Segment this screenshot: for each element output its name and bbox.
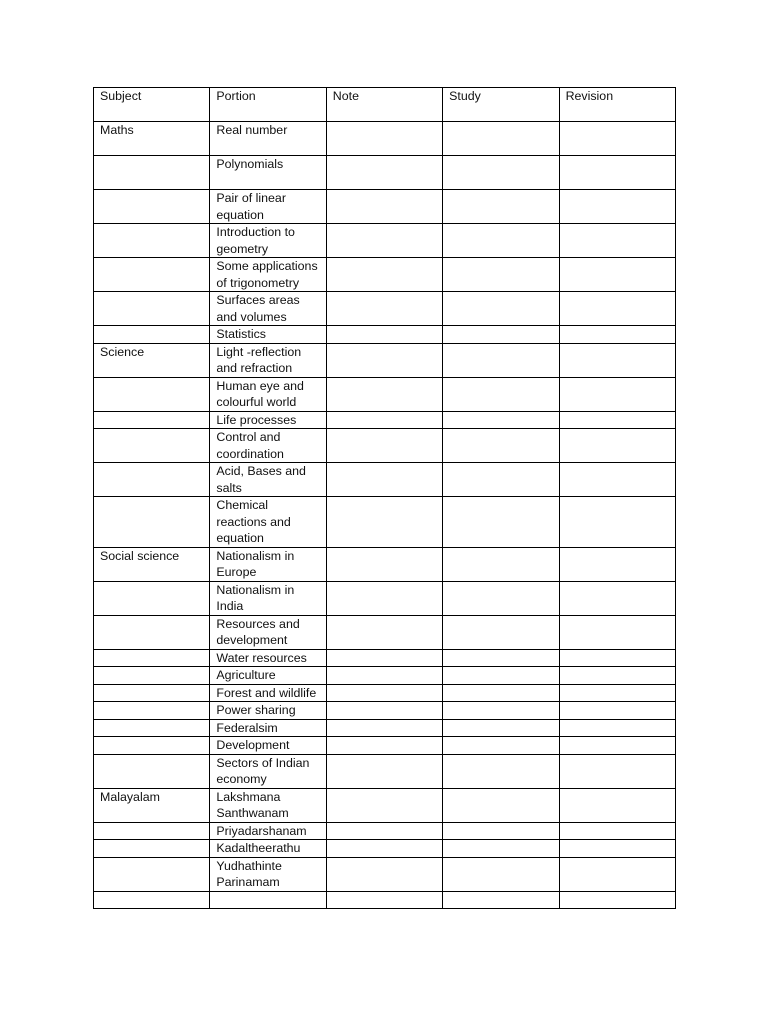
- table-row: [94, 719, 676, 737]
- study-cell: [443, 719, 559, 737]
- revision-cell: [559, 258, 675, 292]
- portion-cell: Light -reflection and refraction: [210, 343, 326, 377]
- study-cell: [443, 429, 559, 463]
- study-cell: [443, 224, 559, 258]
- note-cell: [326, 737, 442, 755]
- subject-cell: [94, 754, 210, 788]
- revision-cell: [559, 667, 675, 685]
- note-cell: [326, 292, 442, 326]
- portion-cell: [210, 891, 326, 908]
- note-cell: [326, 224, 442, 258]
- study-cell: [443, 326, 559, 344]
- revision-cell: [559, 702, 675, 720]
- note-cell: [326, 326, 442, 344]
- note-cell: [326, 429, 442, 463]
- note-cell: [326, 822, 442, 840]
- table-row: [94, 581, 676, 615]
- portion-cell: Development: [210, 737, 326, 755]
- table-row: [94, 463, 676, 497]
- table-row: [94, 547, 676, 581]
- portion-cell: Lakshmana Santhwanam: [210, 788, 326, 822]
- note-cell: [326, 788, 442, 822]
- portion-cell: Agriculture: [210, 667, 326, 685]
- portion-cell: Federalsim: [210, 719, 326, 737]
- portion-cell: Kadaltheerathu: [210, 840, 326, 858]
- table-row: [94, 122, 676, 156]
- revision-cell: [559, 224, 675, 258]
- portion-cell: Nationalism in Europe: [210, 547, 326, 581]
- note-cell: [326, 377, 442, 411]
- study-cell: [443, 581, 559, 615]
- study-plan-table: [93, 87, 676, 909]
- table-row: [94, 615, 676, 649]
- table-row: [94, 702, 676, 720]
- note-cell: [326, 891, 442, 908]
- portion-cell: Human eye and colourful world: [210, 377, 326, 411]
- revision-cell: [559, 788, 675, 822]
- study-cell: [443, 737, 559, 755]
- study-cell: [443, 497, 559, 548]
- portion-cell: Sectors of Indian economy: [210, 754, 326, 788]
- note-cell: [326, 190, 442, 224]
- note-cell: [326, 840, 442, 858]
- subject-cell: [94, 497, 210, 548]
- revision-cell: [559, 292, 675, 326]
- portion-cell: Introduction to geometry: [210, 224, 326, 258]
- revision-cell: [559, 411, 675, 429]
- subject-cell: Science: [94, 343, 210, 377]
- table-row: [94, 649, 676, 667]
- note-cell: [326, 649, 442, 667]
- study-cell: [443, 891, 559, 908]
- revision-cell: [559, 463, 675, 497]
- portion-cell: Nationalism in India: [210, 581, 326, 615]
- table-row: [94, 224, 676, 258]
- header-revision: Revision: [559, 88, 675, 122]
- revision-cell: [559, 497, 675, 548]
- subject-cell: [94, 615, 210, 649]
- study-cell: [443, 649, 559, 667]
- table-row: [94, 822, 676, 840]
- portion-cell: Polynomials: [210, 156, 326, 190]
- table-row: [94, 788, 676, 822]
- note-cell: [326, 857, 442, 891]
- table-row: [94, 737, 676, 755]
- header-subject: Subject: [94, 88, 210, 122]
- note-cell: [326, 702, 442, 720]
- portion-cell: Life processes: [210, 411, 326, 429]
- revision-cell: [559, 754, 675, 788]
- subject-cell: [94, 258, 210, 292]
- table-row: [94, 840, 676, 858]
- revision-cell: [559, 122, 675, 156]
- study-cell: [443, 292, 559, 326]
- revision-cell: [559, 719, 675, 737]
- note-cell: [326, 343, 442, 377]
- note-cell: [326, 122, 442, 156]
- header-note: Note: [326, 88, 442, 122]
- subject-cell: [94, 411, 210, 429]
- portion-cell: Surfaces areas and volumes: [210, 292, 326, 326]
- note-cell: [326, 754, 442, 788]
- portion-cell: Water resources: [210, 649, 326, 667]
- study-cell: [443, 667, 559, 685]
- subject-cell: [94, 822, 210, 840]
- subject-cell: [94, 326, 210, 344]
- note-cell: [326, 463, 442, 497]
- subject-cell: [94, 190, 210, 224]
- note-cell: [326, 719, 442, 737]
- portion-cell: Some applications of trigonometry: [210, 258, 326, 292]
- note-cell: [326, 667, 442, 685]
- subject-cell: [94, 292, 210, 326]
- portion-cell: Power sharing: [210, 702, 326, 720]
- portion-cell: Resources and development: [210, 615, 326, 649]
- portion-cell: Forest and wildlife: [210, 684, 326, 702]
- subject-cell: [94, 224, 210, 258]
- revision-cell: [559, 649, 675, 667]
- study-cell: [443, 754, 559, 788]
- study-cell: [443, 547, 559, 581]
- table-row: [94, 429, 676, 463]
- study-cell: [443, 377, 559, 411]
- subject-cell: [94, 702, 210, 720]
- table-row: [94, 377, 676, 411]
- study-cell: [443, 822, 559, 840]
- table-row: [94, 411, 676, 429]
- header-portion: Portion: [210, 88, 326, 122]
- subject-cell: [94, 429, 210, 463]
- study-cell: [443, 463, 559, 497]
- table-row: [94, 857, 676, 891]
- portion-cell: Real number: [210, 122, 326, 156]
- note-cell: [326, 258, 442, 292]
- subject-cell: [94, 377, 210, 411]
- revision-cell: [559, 840, 675, 858]
- portion-cell: Yudhathinte Parinamam: [210, 857, 326, 891]
- revision-cell: [559, 343, 675, 377]
- subject-cell: Maths: [94, 122, 210, 156]
- subject-cell: [94, 891, 210, 908]
- study-cell: [443, 684, 559, 702]
- study-cell: [443, 190, 559, 224]
- revision-cell: [559, 547, 675, 581]
- subject-cell: [94, 156, 210, 190]
- table-row: [94, 667, 676, 685]
- study-plan-body: [94, 88, 676, 909]
- revision-cell: [559, 684, 675, 702]
- note-cell: [326, 684, 442, 702]
- subject-cell: [94, 463, 210, 497]
- header-row: [94, 88, 676, 122]
- revision-cell: [559, 190, 675, 224]
- study-cell: [443, 156, 559, 190]
- study-cell: [443, 258, 559, 292]
- revision-cell: [559, 156, 675, 190]
- revision-cell: [559, 377, 675, 411]
- note-cell: [326, 615, 442, 649]
- note-cell: [326, 547, 442, 581]
- table-row: [94, 258, 676, 292]
- revision-cell: [559, 737, 675, 755]
- table-row: [94, 156, 676, 190]
- portion-cell: Control and coordination: [210, 429, 326, 463]
- table-row: [94, 292, 676, 326]
- portion-cell: Statistics: [210, 326, 326, 344]
- portion-cell: Chemical reactions and equation: [210, 497, 326, 548]
- revision-cell: [559, 581, 675, 615]
- subject-cell: [94, 649, 210, 667]
- subject-cell: Malayalam: [94, 788, 210, 822]
- subject-cell: [94, 840, 210, 858]
- revision-cell: [559, 326, 675, 344]
- subject-cell: Social science: [94, 547, 210, 581]
- study-cell: [443, 615, 559, 649]
- table-row: [94, 497, 676, 548]
- revision-cell: [559, 615, 675, 649]
- portion-cell: Priyadarshanam: [210, 822, 326, 840]
- revision-cell: [559, 891, 675, 908]
- note-cell: [326, 411, 442, 429]
- study-cell: [443, 411, 559, 429]
- subject-cell: [94, 737, 210, 755]
- revision-cell: [559, 429, 675, 463]
- study-cell: [443, 857, 559, 891]
- table-row: [94, 326, 676, 344]
- portion-cell: Acid, Bases and salts: [210, 463, 326, 497]
- revision-cell: [559, 822, 675, 840]
- subject-cell: [94, 719, 210, 737]
- table-row: [94, 190, 676, 224]
- note-cell: [326, 581, 442, 615]
- table-row: [94, 343, 676, 377]
- table-row: [94, 684, 676, 702]
- subject-cell: [94, 684, 210, 702]
- study-cell: [443, 840, 559, 858]
- subject-cell: [94, 857, 210, 891]
- header-study: Study: [443, 88, 559, 122]
- study-cell: [443, 343, 559, 377]
- subject-cell: [94, 667, 210, 685]
- note-cell: [326, 497, 442, 548]
- study-cell: [443, 122, 559, 156]
- portion-cell: Pair of linear equation: [210, 190, 326, 224]
- note-cell: [326, 156, 442, 190]
- study-cell: [443, 702, 559, 720]
- table-row: [94, 891, 676, 908]
- revision-cell: [559, 857, 675, 891]
- study-cell: [443, 788, 559, 822]
- subject-cell: [94, 581, 210, 615]
- table-row: [94, 754, 676, 788]
